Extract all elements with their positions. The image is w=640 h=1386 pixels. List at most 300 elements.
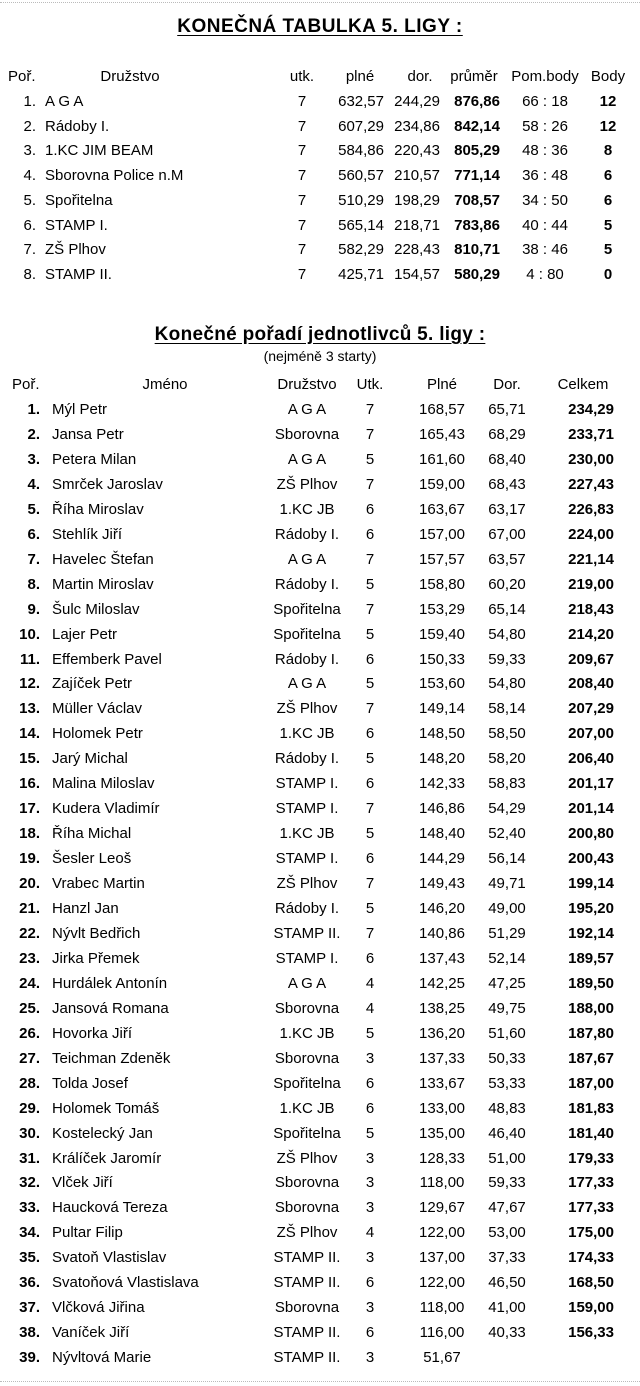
player-table-row — [0, 1272, 640, 1294]
player-table-row — [0, 424, 640, 446]
total: 233,71 — [568, 425, 614, 443]
player-table-row — [0, 773, 640, 795]
rank: 37. — [19, 1299, 40, 1317]
player-name: Říha Michal — [52, 825, 132, 843]
matches: 6 — [365, 1099, 375, 1117]
full-score: 149,14 — [419, 700, 465, 718]
header-clear: Dor. — [493, 376, 521, 393]
clear-score: 59,33 — [488, 1174, 526, 1192]
player-name: Smrček Jaroslav — [52, 475, 163, 493]
clear-score: 52,40 — [488, 825, 526, 843]
header-points: Body — [590, 68, 626, 85]
rank: 5. — [27, 500, 40, 518]
matches: 6 — [365, 500, 375, 518]
player-name: Králíček Jaromír — [52, 1149, 162, 1167]
full-score: 148,50 — [419, 725, 465, 743]
player-name: Tolda Josef — [52, 1074, 128, 1092]
header-average: průměr — [450, 68, 498, 85]
average: 783,86 — [454, 216, 500, 234]
team: ZŠ Plhov — [276, 1149, 338, 1167]
clear-score: 210,57 — [394, 167, 440, 185]
clear-score: 51,60 — [488, 1024, 526, 1042]
player-table-row — [0, 748, 640, 770]
full-score: 140,86 — [419, 924, 465, 942]
team-name: ZŠ Plhov — [45, 241, 106, 259]
matches: 7 — [297, 265, 307, 283]
total: 187,80 — [568, 1024, 614, 1042]
rank: 18. — [19, 825, 40, 843]
player-table-row — [0, 1297, 640, 1319]
clear-score: 58,50 — [488, 725, 526, 743]
player-table-row — [0, 1023, 640, 1045]
team: STAMP I. — [275, 949, 339, 967]
matches: 7 — [297, 93, 307, 110]
player-table-title: Konečné pořadí jednotlivců 5. ligy : — [154, 324, 486, 345]
matches: 7 — [365, 875, 375, 893]
clear-score: 244,29 — [394, 93, 440, 110]
player-table-row — [0, 823, 640, 845]
full-score: 149,43 — [419, 875, 465, 893]
full-score: 165,43 — [419, 425, 465, 443]
rank: 11. — [19, 650, 40, 668]
player-table-row — [0, 798, 640, 820]
rank: 35. — [19, 1249, 40, 1267]
clear-score: 58,83 — [488, 775, 526, 793]
player-table-row — [0, 998, 640, 1020]
rank: 1. — [27, 401, 40, 418]
full-score: 51,67 — [423, 1349, 461, 1367]
total: 226,83 — [568, 500, 614, 518]
matches: 6 — [365, 650, 375, 668]
player-name: Šulc Miloslav — [52, 600, 140, 618]
matches: 3 — [365, 1174, 375, 1192]
header-rank: Poř. — [8, 68, 36, 85]
team: Sborovna — [274, 1049, 340, 1067]
matches: 7 — [365, 475, 375, 493]
rank: 31. — [19, 1149, 40, 1167]
player-name: Říha Miroslav — [52, 500, 144, 518]
player-table-row — [0, 449, 640, 471]
rank: 34. — [19, 1224, 40, 1242]
average: 805,29 — [454, 142, 500, 160]
total: 159,00 — [568, 1299, 614, 1317]
matches: 7 — [297, 241, 307, 259]
rank: 6. — [27, 525, 40, 543]
team: STAMP II. — [273, 1249, 341, 1267]
matches: 6 — [365, 850, 375, 868]
points: 0 — [603, 265, 613, 283]
player-name: Petera Milan — [52, 450, 137, 468]
clear-score: 218,71 — [394, 216, 440, 234]
total: 200,43 — [568, 850, 614, 868]
matches: 7 — [365, 550, 375, 568]
clear-score: 58,20 — [488, 750, 526, 768]
total: 234,29 — [568, 401, 614, 418]
player-table-row — [0, 1222, 640, 1244]
total: 177,33 — [568, 1174, 614, 1192]
player-name: Malina Miloslav — [52, 775, 155, 793]
header-clear: dor. — [407, 68, 433, 85]
team-name: Spořitelna — [45, 191, 113, 209]
rank: 19. — [19, 850, 40, 868]
clear-score: 46,40 — [488, 1124, 526, 1142]
rank: 20. — [19, 875, 40, 893]
team: Sborovna — [274, 1299, 340, 1317]
player-table-row — [0, 1322, 640, 1344]
player-name: Vlček Jiří — [52, 1174, 113, 1192]
player-table-row — [0, 673, 640, 695]
clear-score: 54,80 — [488, 625, 526, 643]
player-name: Hovorka Jiří — [52, 1024, 133, 1042]
matches: 3 — [365, 1149, 375, 1167]
team: Spořitelna — [273, 1074, 341, 1092]
team: ZŠ Plhov — [276, 700, 338, 718]
full-score: 425,71 — [338, 265, 384, 283]
full-score: 168,57 — [419, 401, 465, 418]
points: 5 — [603, 216, 613, 234]
clear-score: 60,20 — [488, 575, 526, 593]
team-name: A G A — [45, 93, 84, 110]
team: STAMP II. — [273, 1349, 341, 1367]
rank: 4. — [23, 167, 36, 185]
team: 1.KC JB — [279, 500, 335, 518]
full-score: 133,00 — [419, 1099, 465, 1117]
header-rank: Poř. — [12, 376, 40, 393]
rank: 3. — [23, 142, 36, 160]
rank: 23. — [19, 949, 40, 967]
rank: 8. — [27, 575, 40, 593]
total: 214,20 — [568, 625, 614, 643]
rank: 17. — [19, 800, 40, 818]
header-sub-points: Pom.body — [511, 68, 579, 85]
player-table-row — [0, 873, 640, 895]
total: 195,20 — [568, 900, 614, 917]
total: 227,43 — [568, 475, 614, 493]
total: 207,29 — [568, 700, 614, 718]
rank: 28. — [19, 1074, 40, 1092]
sub-points: 34 : 50 — [522, 191, 568, 209]
header-matches: Utk. — [356, 376, 384, 393]
team-name: 1.KC JIM BEAM — [45, 142, 154, 160]
player-table-row — [0, 923, 640, 945]
team: A G A — [287, 401, 327, 418]
team-table-row — [0, 91, 640, 113]
team: STAMP I. — [275, 775, 339, 793]
rank: 25. — [19, 999, 40, 1017]
team: Sborovna — [274, 1199, 340, 1217]
player-table-row — [0, 698, 640, 720]
full-score: 148,40 — [419, 825, 465, 843]
matches: 7 — [297, 117, 307, 135]
clear-score: 52,14 — [488, 949, 526, 967]
sub-points: 40 : 44 — [522, 216, 568, 234]
full-score: 159,00 — [419, 475, 465, 493]
total: 201,14 — [568, 800, 614, 818]
player-name: Jansa Petr — [52, 425, 124, 443]
matches: 6 — [365, 725, 375, 743]
team: 1.KC JB — [279, 825, 335, 843]
player-name: Holomek Petr — [52, 725, 143, 743]
clear-score: 50,33 — [488, 1049, 526, 1067]
player-name: Hanzl Jan — [52, 900, 119, 917]
team-table-row — [0, 239, 640, 261]
clear-score: 40,33 — [488, 1324, 526, 1342]
full-score: 137,33 — [419, 1049, 465, 1067]
full-score: 582,29 — [338, 241, 384, 259]
sub-points: 38 : 46 — [522, 241, 568, 259]
header-full: plné — [345, 68, 375, 85]
clear-score: 59,33 — [488, 650, 526, 668]
top-border — [0, 2, 640, 3]
total: 207,00 — [568, 725, 614, 743]
player-table-row — [0, 948, 640, 970]
team-name: Sborovna Police n.M — [45, 167, 184, 185]
clear-score: 46,50 — [488, 1274, 526, 1292]
team: Rádoby I. — [274, 525, 340, 543]
clear-score: 47,25 — [488, 974, 526, 992]
player-table-row — [0, 1048, 640, 1070]
matches: 3 — [365, 1199, 375, 1217]
total: 206,40 — [568, 750, 614, 768]
player-name: Holomek Tomáš — [52, 1099, 160, 1117]
full-score: 142,33 — [419, 775, 465, 793]
player-name: Hurdálek Antonín — [52, 974, 168, 992]
matches: 7 — [365, 800, 375, 818]
player-table-row — [0, 1347, 640, 1369]
matches: 5 — [365, 1124, 375, 1142]
clear-score: 228,43 — [394, 241, 440, 259]
clear-score: 56,14 — [488, 850, 526, 868]
clear-score: 63,57 — [488, 550, 526, 568]
points: 5 — [603, 241, 613, 259]
full-score: 584,86 — [338, 142, 384, 160]
total: 192,14 — [568, 924, 614, 942]
matches: 5 — [365, 625, 375, 643]
team-table-row — [0, 264, 640, 286]
matches: 4 — [365, 999, 375, 1017]
matches: 7 — [365, 924, 375, 942]
full-score: 163,67 — [419, 500, 465, 518]
total: 168,50 — [568, 1274, 614, 1292]
rank: 2. — [23, 117, 36, 135]
clear-score: 198,29 — [394, 191, 440, 209]
matches: 4 — [365, 1224, 375, 1242]
team: STAMP II. — [273, 1324, 341, 1342]
player-name: Vrabec Martin — [52, 875, 145, 893]
player-table-row — [0, 1073, 640, 1095]
matches: 6 — [365, 525, 375, 543]
sub-points: 48 : 36 — [522, 142, 568, 160]
full-score: 129,67 — [419, 1199, 465, 1217]
clear-score: 63,17 — [488, 500, 526, 518]
clear-score: 67,00 — [488, 525, 526, 543]
team: Sborovna — [274, 999, 340, 1017]
rank: 13. — [19, 700, 40, 718]
clear-score: 58,14 — [488, 700, 526, 718]
rank: 4. — [27, 475, 40, 493]
full-score: 157,00 — [419, 525, 465, 543]
player-name: Stehlík Jiří — [52, 525, 123, 543]
full-score: 150,33 — [419, 650, 465, 668]
sub-points: 36 : 48 — [522, 167, 568, 185]
header-matches: utk. — [289, 68, 315, 85]
clear-score: 47,67 — [488, 1199, 526, 1217]
player-table-row — [0, 1247, 640, 1269]
points: 8 — [603, 142, 613, 160]
total: 201,17 — [568, 775, 614, 793]
clear-score: 48,83 — [488, 1099, 526, 1117]
average: 876,86 — [454, 93, 500, 110]
full-score: 122,00 — [419, 1274, 465, 1292]
average: 810,71 — [454, 241, 500, 259]
team: Rádoby I. — [274, 575, 340, 593]
player-table-header — [0, 374, 640, 396]
team-table-row — [0, 165, 640, 187]
matches: 3 — [365, 1349, 375, 1367]
full-score: 118,00 — [419, 1299, 465, 1317]
matches: 3 — [365, 1249, 375, 1267]
player-table-row — [0, 973, 640, 995]
full-score: 510,29 — [338, 191, 384, 209]
player-name: Teichman Zdeněk — [52, 1049, 171, 1067]
total: 187,00 — [568, 1074, 614, 1092]
average: 580,29 — [454, 265, 500, 283]
header-name: Jméno — [142, 376, 188, 393]
rank: 1. — [23, 93, 36, 110]
matches: 5 — [365, 900, 375, 917]
points: 12 — [599, 117, 617, 135]
full-score: 128,33 — [419, 1149, 465, 1167]
player-name: Kudera Vladimír — [52, 800, 160, 818]
player-name: Šesler Leoš — [52, 850, 132, 868]
total: 179,33 — [568, 1149, 614, 1167]
player-table-row — [0, 524, 640, 546]
player-name: Haucková Tereza — [52, 1199, 168, 1217]
team: STAMP I. — [275, 850, 339, 868]
average: 771,14 — [454, 167, 500, 185]
full-score: 146,86 — [419, 800, 465, 818]
rank: 9. — [27, 600, 40, 618]
total: 174,33 — [568, 1249, 614, 1267]
team: ZŠ Plhov — [276, 475, 338, 493]
rank: 29. — [19, 1099, 40, 1117]
total: 175,00 — [568, 1224, 614, 1242]
total: 218,43 — [568, 600, 614, 618]
rank: 15. — [19, 750, 40, 768]
full-score: 153,29 — [419, 600, 465, 618]
team-name: STAMP II. — [45, 265, 112, 283]
matches: 7 — [297, 142, 307, 160]
clear-score: 68,40 — [488, 450, 526, 468]
clear-score: 53,00 — [488, 1224, 526, 1242]
full-score: 135,00 — [419, 1124, 465, 1142]
player-name: Nývlt Bedřich — [52, 924, 141, 942]
full-score: 138,25 — [419, 999, 465, 1017]
player-table-row — [0, 474, 640, 496]
matches: 6 — [365, 949, 375, 967]
full-score: 136,20 — [419, 1024, 465, 1042]
player-table-row — [0, 624, 640, 646]
total: 200,80 — [568, 825, 614, 843]
player-table-subtitle: (nejméně 3 starty) — [263, 348, 377, 364]
player-name: Svatoň Vlastislav — [52, 1249, 167, 1267]
team: 1.KC JB — [279, 725, 335, 743]
points: 12 — [599, 93, 617, 110]
team-table-row — [0, 116, 640, 138]
player-table-row — [0, 898, 640, 920]
matches: 6 — [365, 1074, 375, 1092]
player-name: Kostelecký Jan — [52, 1124, 153, 1142]
total: 209,67 — [568, 650, 614, 668]
player-name: Zajíček Petr — [52, 675, 133, 693]
matches: 7 — [365, 700, 375, 718]
full-score: 118,00 — [419, 1174, 465, 1192]
player-table-row — [0, 1172, 640, 1194]
team-table-row — [0, 215, 640, 237]
rank: 12. — [19, 675, 40, 693]
clear-score: 68,29 — [488, 425, 526, 443]
player-name: Effemberk Pavel — [52, 650, 162, 668]
rank: 24. — [19, 974, 40, 992]
clear-score: 54,29 — [488, 800, 526, 818]
full-score: 159,40 — [419, 625, 465, 643]
clear-score: 49,00 — [488, 900, 526, 917]
team: ZŠ Plhov — [276, 875, 338, 893]
matches: 3 — [365, 1299, 375, 1317]
matches: 5 — [365, 675, 375, 693]
total: 224,00 — [568, 525, 614, 543]
rank: 33. — [19, 1199, 40, 1217]
player-table-row — [0, 1098, 640, 1120]
sub-points: 4 : 80 — [526, 265, 564, 283]
header-team: Družstvo — [100, 68, 160, 85]
team-name: Rádoby I. — [45, 117, 110, 135]
team: Spořitelna — [273, 1124, 341, 1142]
total: 156,33 — [568, 1324, 614, 1342]
player-name: Lajer Petr — [52, 625, 118, 643]
full-score: 153,60 — [419, 675, 465, 693]
header-total: Celkem — [557, 376, 609, 393]
rank: 38. — [19, 1324, 40, 1342]
matches: 5 — [365, 450, 375, 468]
total: 199,14 — [568, 875, 614, 893]
team: A G A — [287, 450, 327, 468]
clear-score: 51,00 — [488, 1149, 526, 1167]
rank: 32. — [19, 1174, 40, 1192]
full-score: 137,43 — [419, 949, 465, 967]
total: 230,00 — [568, 450, 614, 468]
team: Rádoby I. — [274, 650, 340, 668]
player-name: Havelec Štefan — [52, 550, 154, 568]
matches: 7 — [365, 425, 375, 443]
matches: 7 — [365, 401, 375, 418]
matches: 7 — [297, 167, 307, 185]
player-name: Pultar Filip — [52, 1224, 123, 1242]
rank: 22. — [19, 924, 40, 942]
team: Spořitelna — [273, 600, 341, 618]
team: STAMP II. — [273, 1274, 341, 1292]
full-score: 607,29 — [338, 117, 384, 135]
full-score: 142,25 — [419, 974, 465, 992]
rank: 36. — [19, 1274, 40, 1292]
rank: 5. — [23, 191, 36, 209]
rank: 27. — [19, 1049, 40, 1067]
points: 6 — [603, 167, 613, 185]
clear-score: 49,75 — [488, 999, 526, 1017]
player-name: Vlčková Jiřina — [52, 1299, 145, 1317]
matches: 6 — [365, 775, 375, 793]
rank: 39. — [19, 1349, 40, 1367]
